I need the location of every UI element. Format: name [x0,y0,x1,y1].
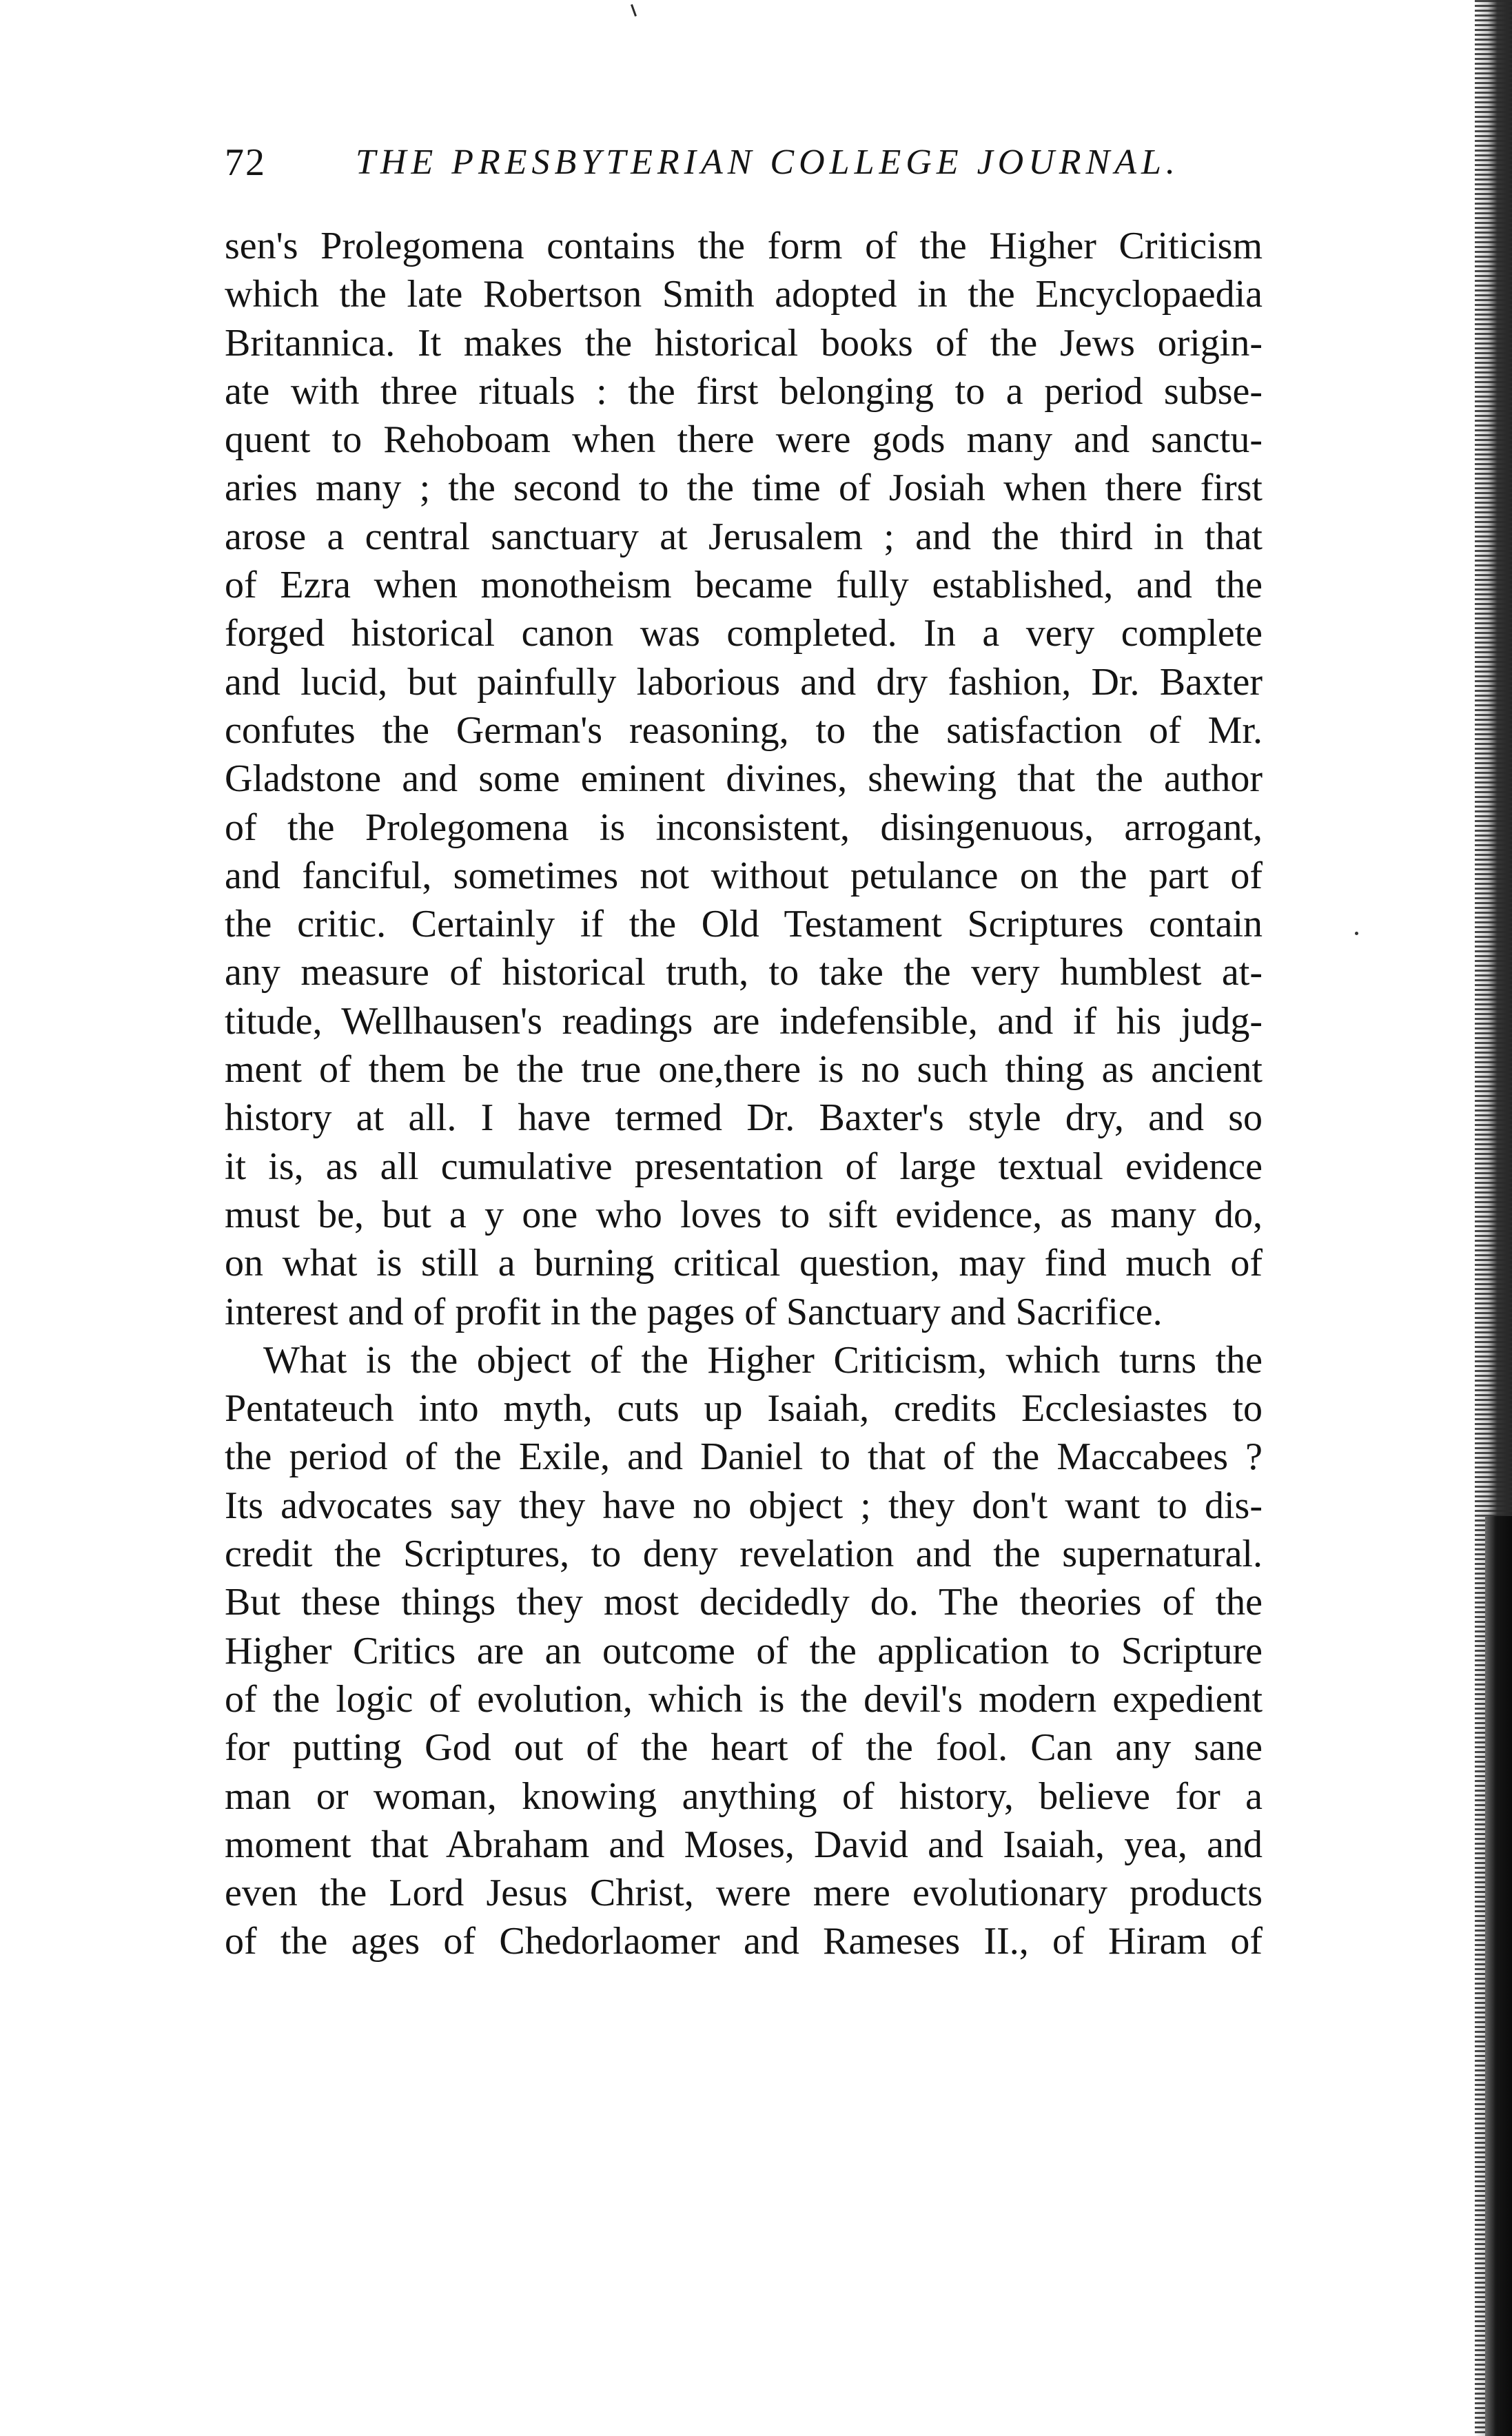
text-line: But these things they most decidedly do. The theories of the [225,1581,1263,1624]
text-line: What is the object of the Higher Criticism, which turns the [263,1338,1263,1382]
scan-speck [1355,932,1358,935]
text-line: Higher Critics are an outcome of the application to Scripture [225,1629,1263,1672]
text-line: of the Prolegomena is inconsistent, disingenuous, arrogant, [225,806,1263,849]
text-line: quent to Rehoboam when there were gods many and sanctu- [225,418,1263,462]
text-line: aries many ; the second to the time of Josiah when there first [225,467,1263,510]
text-line: Pentateuch into myth, cuts up Isaiah, credits Ecclesiastes to [225,1387,1263,1431]
page-number: 72 [225,141,266,184]
text-line: the period of the Exile, and Daniel to that of the Maccabees ? [225,1435,1263,1479]
page-header [225,135,1258,190]
running-title: THE PRESBYTERIAN COLLEGE JOURNAL. [356,143,1180,182]
text-line: ment of them be the true one,there is no such thing as ancient [225,1048,1263,1092]
text-line: man or woman, knowing anything of history, believe for a [225,1774,1263,1818]
text-line: ate with three rituals : the first belonging to a period subse- [225,369,1263,413]
text-line: Britannica. It makes the historical books of the Jews origin- [225,321,1263,365]
text-line: Its advocates say they have no object ; they don't want to dis- [225,1484,1263,1527]
text-line: confutes the German's reasoning, to the satisfaction of Mr. [225,708,1263,752]
text-line: of the ages of Chedorlaomer and Rameses II., of Hiram of [225,1920,1263,1963]
text-line: the critic. Certainly if the Old Testament Scriptures contain [225,903,1263,946]
text-line: history at all. I have termed Dr. Baxter's style dry, and so [225,1096,1263,1140]
text-line: and lucid, but painfully laborious and dry fashion, Dr. Baxter [225,660,1263,704]
text-line: Gladstone and some eminent divines, shewing that the author [225,757,1263,801]
text-line: arose a central sanctuary at Jerusalem ; and the third in that [225,515,1263,558]
text-line: and fanciful, sometimes not without petulance on the part of [225,854,1263,897]
text-line: any measure of historical truth, to take the very humblest at- [225,951,1263,994]
text-line: of Ezra when monotheism became fully established, and the [225,564,1263,607]
text-line: of the logic of evolution, which is the devil's modern expedient [225,1677,1263,1721]
text-line: on what is still a burning critical question, may find much of [225,1242,1263,1285]
text-line: titude, Wellhausen's readings are indefensible, and if his judg- [225,999,1263,1043]
text-line: moment that Abraham and Moses, David and Isaiah, yea, and [225,1823,1263,1866]
text-line: which the late Robertson Smith adopted in the Encyclopaedia [225,273,1263,316]
text-line: interest and of profit in the pages of Sanctuary and Sacrifice. [225,1290,1163,1333]
text-line: it is, as all cumulative presentation of large textual evidence [225,1145,1263,1188]
body-text [225,222,1263,1966]
page-edge-binding [1485,1516,1512,2436]
text-line: for putting God out of the heart of the fool. Can any sane [225,1726,1263,1770]
text-line: credit the Scriptures, to deny revelation and the supernatural. [225,1533,1263,1576]
scan-mark [631,4,637,17]
text-line: must be, but a y one who loves to sift evidence, as many do, [225,1193,1263,1236]
text-line: forged historical canon was completed. In a very complete [225,612,1263,655]
text-line: even the Lord Jesus Christ, were mere evolutionary products [225,1872,1263,1915]
text-line: sen's Prolegomena contains the form of the Higher Criticism [225,225,1263,267]
